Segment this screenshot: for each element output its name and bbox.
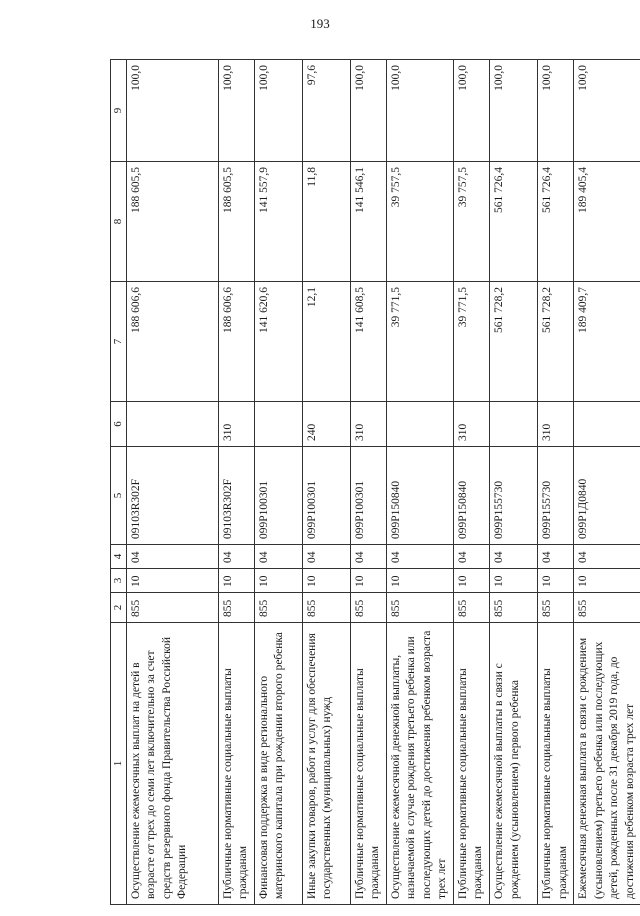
cell-target-article: 099P100301 bbox=[254, 447, 302, 545]
cell-target-article: 099P150840 bbox=[453, 447, 489, 545]
cell-admin-code: 855 bbox=[350, 593, 386, 623]
row-name: Ежемесячная денежная выплата в связи с рождением (усыновлением) третьего ребенка или последующих детей, рожденных после 31 декабря 2019 года, до достижения ребенком возраста трех лет bbox=[574, 623, 640, 905]
cell-percent: 100,0 bbox=[126, 60, 218, 162]
row-name: Публичные нормативные социальные выплаты гражданам bbox=[218, 623, 254, 905]
cell-subsection: 04 bbox=[218, 545, 254, 569]
cell-section: 10 bbox=[302, 569, 350, 593]
cell-admin-code: 855 bbox=[538, 593, 574, 623]
cell-admin-code: 855 bbox=[302, 593, 350, 623]
cell-section: 10 bbox=[386, 569, 453, 593]
table-row bbox=[386, 60, 453, 905]
cell-subsection: 04 bbox=[386, 545, 453, 569]
cell-target-article: 099P155730 bbox=[538, 447, 574, 545]
cell-section: 10 bbox=[218, 569, 254, 593]
cell-section: 10 bbox=[453, 569, 489, 593]
cell-admin-code: 855 bbox=[218, 593, 254, 623]
cell-subsection: 04 bbox=[490, 545, 538, 569]
cell-target-article: 099P1Д0840 bbox=[574, 447, 640, 545]
cell-expense-type: 310 bbox=[453, 402, 489, 447]
row-name: Осуществление ежемесячной денежной выплаты, назначаемой в случае рождения третьего ребенка или последующих детей до достижения ребенком возраста трех лет bbox=[386, 623, 453, 905]
budget-table-rotated bbox=[110, 60, 636, 905]
cell-section: 10 bbox=[350, 569, 386, 593]
cell-executed: 39 757,5 bbox=[386, 162, 453, 282]
cell-percent: 100,0 bbox=[218, 60, 254, 162]
cell-percent: 100,0 bbox=[350, 60, 386, 162]
row-name: Осуществление ежемесячных выплат на детей в возрасте от трех до семи лет включительно за счет средств резервного фонда Правительства Российской Федерации bbox=[126, 623, 218, 905]
cell-target-article: 099P155730 bbox=[490, 447, 538, 545]
page-number: 193 bbox=[310, 16, 330, 31]
cell-planned: 39 771,5 bbox=[386, 282, 453, 402]
cell-subsection: 04 bbox=[574, 545, 640, 569]
cell-target-article: 099P100301 bbox=[302, 447, 350, 545]
cell-planned: 141 620,6 bbox=[254, 282, 302, 402]
cell-percent: 100,0 bbox=[254, 60, 302, 162]
cell-percent: 100,0 bbox=[386, 60, 453, 162]
cell-planned: 189 409,7 bbox=[574, 282, 640, 402]
cell-executed: 189 405,4 bbox=[574, 162, 640, 282]
cell-expense-type: 310 bbox=[218, 402, 254, 447]
header-col-4: 4 bbox=[111, 545, 127, 569]
cell-subsection: 04 bbox=[302, 545, 350, 569]
cell-admin-code: 855 bbox=[490, 593, 538, 623]
cell-admin-code: 855 bbox=[126, 593, 218, 623]
row-name: Иные закупки товаров, работ и услуг для обеспечения государственных (муниципальных) нужд bbox=[302, 623, 350, 905]
cell-executed: 39 757,5 bbox=[453, 162, 489, 282]
cell-target-article: 099P150840 bbox=[386, 447, 453, 545]
cell-percent: 100,0 bbox=[574, 60, 640, 162]
cell-planned: 561 728,2 bbox=[490, 282, 538, 402]
cell-executed: 141 557,9 bbox=[254, 162, 302, 282]
table-row bbox=[350, 60, 386, 905]
cell-subsection: 04 bbox=[126, 545, 218, 569]
cell-subsection: 04 bbox=[453, 545, 489, 569]
cell-target-article: 099P100301 bbox=[350, 447, 386, 545]
table-row bbox=[453, 60, 489, 905]
cell-subsection: 04 bbox=[350, 545, 386, 569]
row-name: Осуществление ежемесячной выплаты в связи с рождением (усыновлением) первого ребенка bbox=[490, 623, 538, 905]
cell-subsection: 04 bbox=[538, 545, 574, 569]
header-col-9: 9 bbox=[111, 60, 127, 162]
budget-table bbox=[110, 59, 640, 905]
cell-planned: 141 608,5 bbox=[350, 282, 386, 402]
cell-admin-code: 855 bbox=[254, 593, 302, 623]
table-row bbox=[254, 60, 302, 905]
cell-executed: 141 546,1 bbox=[350, 162, 386, 282]
cell-expense-type bbox=[254, 402, 302, 447]
cell-section: 10 bbox=[254, 569, 302, 593]
row-name: Публичные нормативные социальные выплаты гражданам bbox=[350, 623, 386, 905]
cell-section: 10 bbox=[574, 569, 640, 593]
cell-executed: 188 605,5 bbox=[126, 162, 218, 282]
header-col-7: 7 bbox=[111, 282, 127, 402]
table-row bbox=[218, 60, 254, 905]
cell-planned: 12,1 bbox=[302, 282, 350, 402]
row-name: Публичные нормативные социальные выплаты гражданам bbox=[538, 623, 574, 905]
cell-percent: 97,6 bbox=[302, 60, 350, 162]
cell-expense-type: 310 bbox=[350, 402, 386, 447]
cell-expense-type bbox=[574, 402, 640, 447]
cell-target-article: 09103R302F bbox=[218, 447, 254, 545]
table-row bbox=[302, 60, 350, 905]
cell-expense-type bbox=[126, 402, 218, 447]
cell-section: 10 bbox=[538, 569, 574, 593]
cell-expense-type bbox=[490, 402, 538, 447]
cell-executed: 561 726,4 bbox=[490, 162, 538, 282]
header-col-6: 6 bbox=[111, 402, 127, 447]
header-row bbox=[111, 60, 127, 905]
cell-expense-type: 240 bbox=[302, 402, 350, 447]
table-row bbox=[490, 60, 538, 905]
header-col-1: 1 bbox=[111, 623, 127, 905]
cell-planned: 561 728,2 bbox=[538, 282, 574, 402]
header-col-3: 3 bbox=[111, 569, 127, 593]
cell-expense-type bbox=[386, 402, 453, 447]
cell-section: 10 bbox=[490, 569, 538, 593]
cell-percent: 100,0 bbox=[490, 60, 538, 162]
header-col-2: 2 bbox=[111, 593, 127, 623]
table-row bbox=[538, 60, 574, 905]
cell-admin-code: 855 bbox=[453, 593, 489, 623]
cell-planned: 188 606,6 bbox=[218, 282, 254, 402]
cell-section: 10 bbox=[126, 569, 218, 593]
cell-admin-code: 855 bbox=[574, 593, 640, 623]
table-row bbox=[126, 60, 218, 905]
cell-subsection: 04 bbox=[254, 545, 302, 569]
cell-planned: 188 606,6 bbox=[126, 282, 218, 402]
header-col-5: 5 bbox=[111, 447, 127, 545]
cell-executed: 11,8 bbox=[302, 162, 350, 282]
cell-admin-code: 855 bbox=[386, 593, 453, 623]
cell-target-article: 09103R302F bbox=[126, 447, 218, 545]
cell-executed: 561 726,4 bbox=[538, 162, 574, 282]
cell-planned: 39 771,5 bbox=[453, 282, 489, 402]
table-row bbox=[574, 60, 640, 905]
cell-percent: 100,0 bbox=[538, 60, 574, 162]
cell-executed: 188 605,5 bbox=[218, 162, 254, 282]
header-col-8: 8 bbox=[111, 162, 127, 282]
cell-percent: 100,0 bbox=[453, 60, 489, 162]
row-name: Финансовая поддержка в виде регионального материнского капитала при рождении второго ребенка bbox=[254, 623, 302, 905]
row-name: Публичные нормативные социальные выплаты гражданам bbox=[453, 623, 489, 905]
cell-expense-type: 310 bbox=[538, 402, 574, 447]
